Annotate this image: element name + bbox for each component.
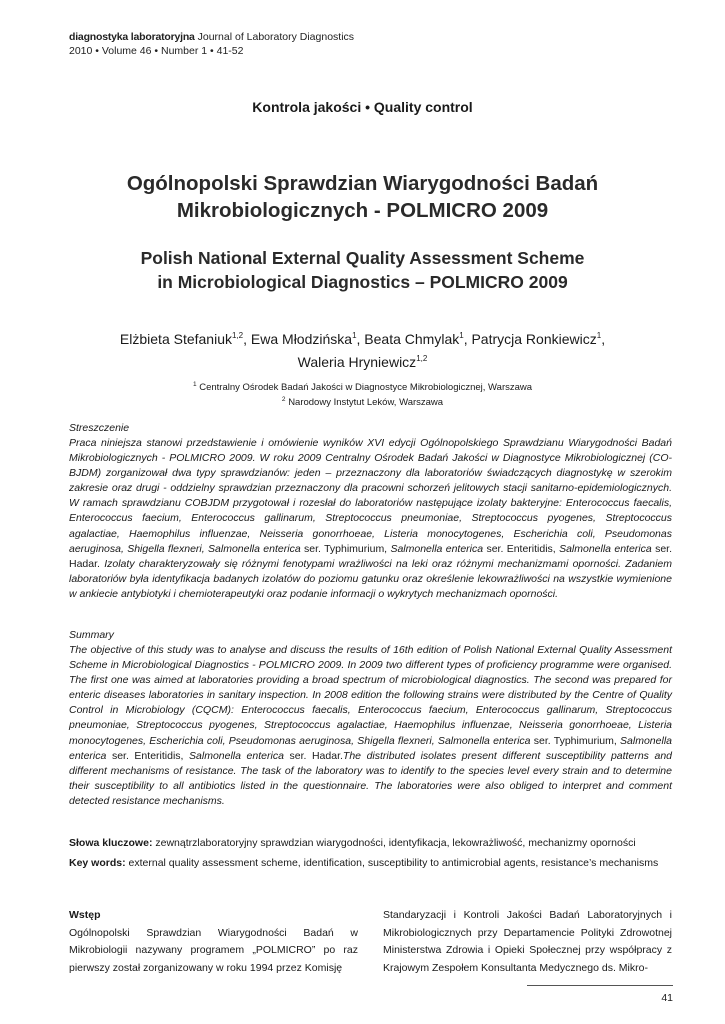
intro-heading: Wstęp	[69, 909, 101, 921]
affiliation-1	[0, 378, 725, 394]
title-english-line1: Polish National External Quality Assessment Scheme	[140, 248, 585, 268]
streszczenie-heading: Streszczenie	[69, 422, 130, 434]
author-name: Patrycja Ronkiewicz	[471, 331, 597, 347]
keywords-english-text: external quality assessment scheme, identification, susceptibility to antimicrobial agents, resistance’s mechanisms	[128, 857, 659, 869]
affiliation-sup: 1	[192, 381, 197, 388]
streszczenie-text: Izolaty charakteryzowały się różnymi fenotypami wrażliwości na leki oraz różnymi mechanizmami oporności. Zadaniem laboratoriów była identyfikacja badanych izolatów do poziomu gatunku oraz określenie lekowrażliwości na wszystkie wymienione w ankiecie antybiotyki i chemioterapeutyki oraz podanie informacji o wykrytych mechanizmach oporności.	[69, 557, 672, 600]
title-polish	[60, 170, 665, 224]
author-name: Beata Chmylak	[364, 331, 460, 347]
author-name: Elżbieta Stefaniuk	[119, 331, 232, 347]
affiliation-sup: 2	[281, 396, 286, 403]
streszczenie-body	[69, 436, 672, 602]
summary-text: The distributed isolates present different susceptibility patterns and different mechanisms of resistance. The task of the laboratory was to identify to the species level every strain and to determine their susceptibility to all antibiotics listed in the questionnaire. The laboratories were also obliged to interpret and comment detected resistance mechanisms.	[69, 749, 672, 807]
journal-subtitle: Journal of Laboratory Diagnostics	[197, 31, 355, 43]
serovar-text: ser. Enteritidis,	[486, 542, 556, 555]
author-affil-sup: 1	[459, 331, 464, 340]
author-affil-sup: 1,2	[232, 331, 244, 340]
affiliation-text: Centralny Ośrodek Badań Jakości w Diagnostyce Mikrobiologicznej, Warszawa	[199, 382, 533, 393]
streszczenie-text: Praca niniejsza stanowi przedstawienie i omówienie wyników XVI edycji Ogólnopolskiego Sprawdzianu Wiarygodności Badań Mikrobiologicznych - POLMICRO 2009. W roku 2009 Centralny Ośrodek Badań Jakości w Diagnostyce Mikrobiologicznej (CO-BJDM) zorganizował dwa typy sprawdzianów: jeden – przeznaczony dla laboratoriów świadczących diagnostykę w szerokim zakresie oraz drugi - oddzielny sprawdzian przeznaczony dla pracowni schorzeń jelitowych stacji sanitarno-epidemiologicznych. W ramach sprawdzianu COBJDM przygotował i rozesłał do laboratoriów następujące izolaty bakteryjne: Enterococcus faecalis, Enterococcus faecium, Enterococcus gallinarum, Streptococcus pneumoniae, Streptococcus pyogenes, Streptococcus agalactiae, Haemophilus influenzae, Neisseria gonorrhoeae, Listeria monocytogenes, Escherichia coli, Pseudomonas aeruginosa, Shigella flexneri, Salmonella enterica	[69, 437, 672, 555]
summary-text: Salmonella enterica	[69, 734, 672, 762]
summary-body	[69, 643, 672, 809]
affiliation-2	[0, 393, 725, 409]
streszczenie-text: Salmonella enterica	[559, 542, 652, 555]
title-polish-line2: Mikrobiologicznych - POLMICRO 2009	[176, 199, 549, 222]
affiliation-text: Narodowy Instytut Leków, Warszawa	[288, 397, 444, 408]
author-affil-sup: 1	[596, 331, 602, 340]
serovar-text: ser. Typhimurium,	[304, 542, 388, 555]
keywords-polish	[69, 836, 679, 850]
keywords-polish-text: zewnątrzlaboratoryjny sprawdzian wiarygodności, identyfikacja, lekowrażliwość, mechanizmy oporności	[155, 837, 636, 849]
serovar-text: ser. Typhimurium,	[533, 734, 617, 747]
section-heading: Kontrola jakości • Quality control	[252, 99, 473, 115]
title-polish-line1: Ogólnopolski Sprawdzian Wiarygodności Badań	[126, 172, 599, 195]
serovar-text: ser. Enteritidis,	[111, 749, 184, 762]
body-column-right	[383, 907, 672, 977]
summary-heading: Summary	[69, 629, 114, 641]
author-name: Ewa Młodzińska	[250, 331, 353, 347]
summary-text: The objective of this study was to analyse and discuss the results of 16th edition of Polish National External Quality Assessment Scheme in Microbiological Diagnostics - POLMICRO 2009. In 2009 two different types of proficiency programme were organised. The first one was aimed at laboratories providing a broad spectrum of microbiological diagnostics. The second was prepared for enteric diseases laboratories in sanitary inspection. In 2008 edition the following strains were distributed by the Centre of Quality Control in Microbiology (CQCM): Enterococcus faecalis, Enterococcus faecium, Enterococcus gallinarum, Streptococcus pneumoniae, Streptococcus pyogenes, Streptococcus agalactiae, Haemophilus influenzae, Neisseria gonorrhoeae, Listeria monocytogenes, Escherichia coli, Pseudomonas aeruginosa, Shigella flexneri, Salmonella enterica	[69, 644, 672, 747]
author-affil-sup: 1,2	[416, 354, 428, 363]
page-number: 41	[661, 992, 673, 1004]
journal-issue: 2010 • Volume 46 • Number 1 • 41-52	[69, 45, 244, 57]
author-affil-sup: 1	[352, 331, 357, 340]
journal-name: diagnostyka laboratoryjna	[69, 31, 195, 43]
intro-text-right: Standaryzacji i Kontroli Jakości Badań Laboratoryjnych i Mikrobiologicznych przy Departamencie Polityki Zdrowotnej Ministerstwa Zdrowia i Opieki Społecznej przy współpracy z Krajowym Zespołem Konsultanta Medycznego ds. Mikro-	[383, 909, 672, 974]
intro-text-left: Ogólnopolski Sprawdzian Wiarygodności Badań w Mikrobiologii nazywany programem „POLMICRO” po raz pierwszy został zorganizowany w roku 1994 przez Komisję	[69, 926, 358, 974]
keywords-english	[69, 856, 679, 870]
keywords-english-label: Key words:	[69, 857, 126, 869]
journal-header	[69, 30, 354, 58]
serovar-text: ser. Hadar.	[289, 749, 343, 762]
author-list: Elżbieta Stefaniuk$^{1,2}$, Ewa Młodzińska$^1$, Beata Chmylak$^1$, Patrycja Ronkiewicz$^1$, Waleria Hryniewicz$^{1,2}$	[119, 331, 606, 370]
keywords-polish-label: Słowa kluczowe:	[69, 837, 153, 849]
body-column-left	[69, 907, 358, 977]
summary-text: Salmonella enterica	[189, 749, 284, 762]
footer-divider	[527, 985, 673, 986]
serovar-text: ser. Hadar.	[69, 542, 672, 570]
title-english	[60, 246, 665, 294]
streszczenie-text: Salmonella enterica	[390, 542, 484, 555]
title-english-line2: in Microbiological Diagnostics – POLMICRO 2009	[157, 272, 568, 292]
author-name: Waleria Hryniewicz	[297, 354, 417, 370]
